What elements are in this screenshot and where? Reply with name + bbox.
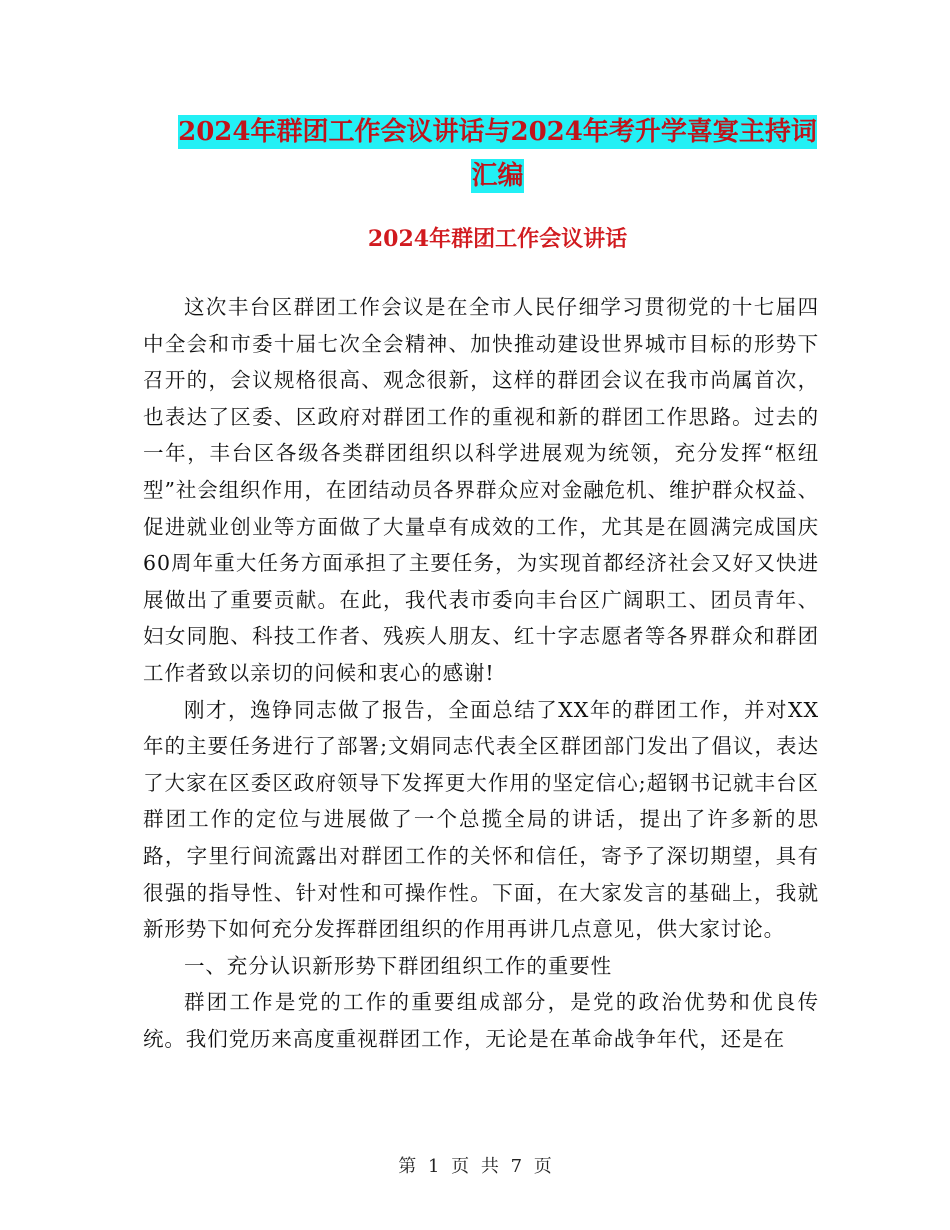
paragraph: 群团工作是党的工作的重要组成部分，是党的政治优势和优良传统。我们党历来高度重视群团工作，无论是在革命战争年代，还是在 xyxy=(143,990,819,1051)
section-title: 2024年群团工作会议讲话 xyxy=(367,226,628,252)
page-footer: 第 1 页 共 7 页 xyxy=(398,1156,552,1177)
paragraph: 刚才，逸铮同志做了报告，全面总结了XX年的群团工作，并对XX年的主要任务进行了部署;文娟同志代表全区群团部门发出了倡议，表达了大家在区委区政府领导下发挥更大作用的坚定信心;超钢书记就丰台区群团工作的定位与进展做了一个总揽全局的讲话，提出了许多新的思路，字里行间流露出对群团工作的关怀和信任，寄予了深切期望，具有很强的指导性、针对性和可操作性。下面，在大家发言的基础上，我就新形势下如何充分发挥群团组织的作用再讲几点意见，供大家讨论。 xyxy=(143,697,819,942)
document-title-line2: 汇编 xyxy=(471,161,524,191)
section-heading: 一、充分认识新形势下群团组织工作的重要性 xyxy=(184,953,612,978)
paragraph: 这次丰台区群团工作会议是在全市人民仔细学习贯彻党的十七届四中全会和市委十届七次全会精神、加快推动建设世界城市目标的形势下召开的，会议规格很高、观念很新，这样的群团会议在我市尚属首次，也表达了区委、区政府对群团工作的重视和新的群团工作思路。过去的一年，丰台区各级各类群团组织以科学进展观为统领，充分发挥“枢纽型”社会组织作用，在团结动员各界群众应对金融危机、维护群众权益、促进就业创业等方面做了大量卓有成效的工作，尤其是在圆满完成国庆60周年重大任务方面承担了主要任务，为实现首都经济社会又好又快进展做出了重要贡献。在此，我代表市委向丰台区广阔职工、团员青年、妇女同胞、科技工作者、残疾人朋友、红十字志愿者等各界群众和群团工作者致以亲切的问候和衷心的感谢! xyxy=(143,295,819,685)
document-title-line1: 2024年群团工作会议讲话与2024年考升学喜宴主持词 xyxy=(178,117,817,147)
document-title xyxy=(140,110,855,198)
document-body xyxy=(143,289,819,1057)
